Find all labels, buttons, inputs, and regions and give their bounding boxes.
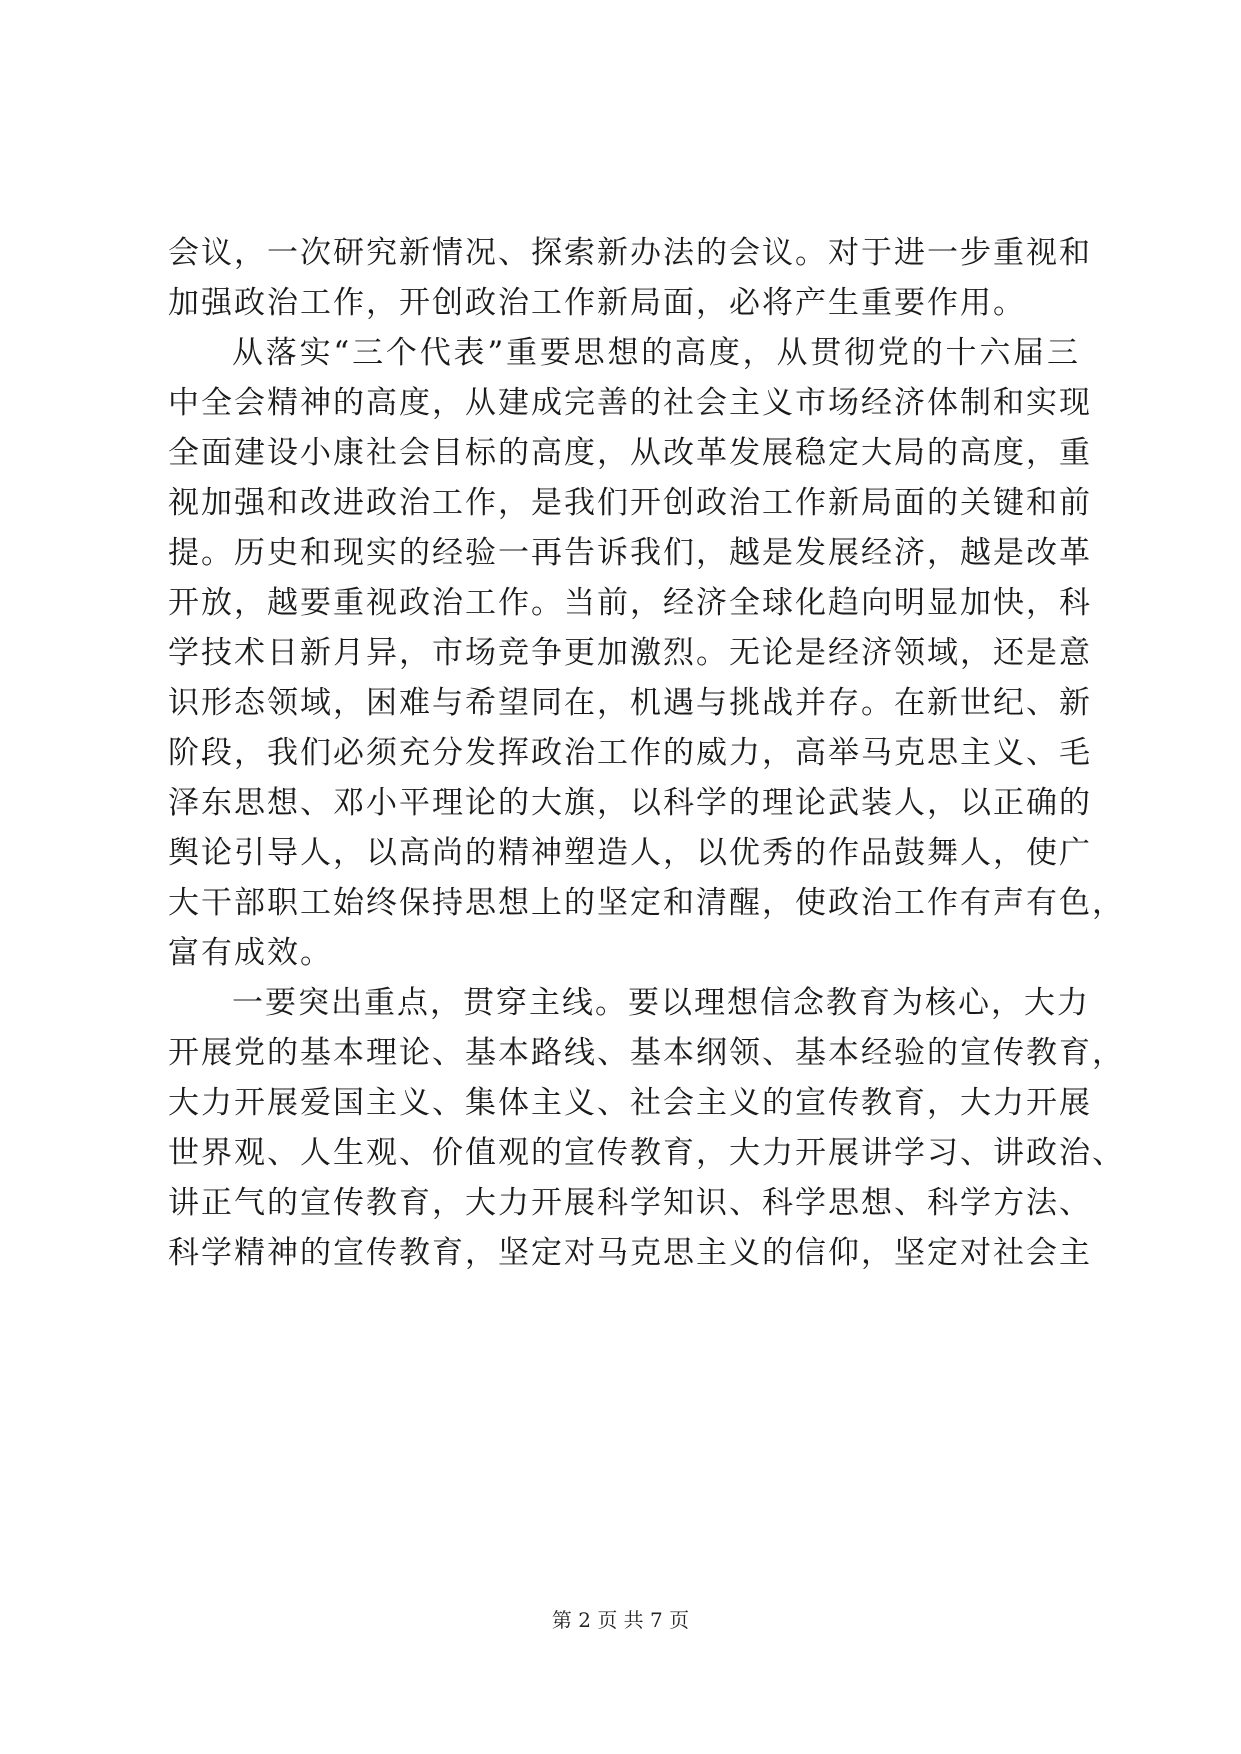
text-line: 科学精神的宣传教育，坚定对马克思主义的信仰，坚定对社会主: [168, 1235, 1092, 1271]
text-line: 学技术日新月异，市场竞争更加激烈。无论是经济领域，还是意: [168, 635, 1092, 671]
text-line: 阶段，我们必须充分发挥政治工作的威力，高举马克思主义、毛: [168, 735, 1092, 771]
text-line: 世界观、人生观、价值观的宣传教育，大力开展讲学习、讲政治、: [168, 1135, 1125, 1171]
paragraph-first-line: 一要突出重点，贯穿主线。要以理想信念教育为核心，大力: [232, 985, 1090, 1021]
text-line: 大力开展爱国主义、集体主义、社会主义的宣传教育，大力开展: [168, 1085, 1092, 1121]
body-text: [168, 228, 1125, 1278]
text-line: 富有成效。: [168, 935, 333, 971]
text-line: 加强政治工作，开创政治工作新局面，必将产生重要作用。: [168, 285, 1026, 321]
text-line: 开展党的基本理论、基本路线、基本纲领、基本经验的宣传教育，: [168, 1035, 1125, 1071]
text-line: 视加强和改进政治工作，是我们开创政治工作新局面的关键和前: [168, 485, 1092, 521]
paragraph-first-line: 从落实“三个代表”重要思想的高度，从贯彻党的十六届三: [232, 335, 1080, 371]
text-line: 开放，越要重视政治工作。当前，经济全球化趋向明显加快，科: [168, 585, 1092, 621]
text-line: 讲正气的宣传教育，大力开展科学知识、科学思想、科学方法、: [168, 1185, 1092, 1221]
text-line: 中全会精神的高度，从建成完善的社会主义市场经济体制和实现: [168, 385, 1092, 421]
text-line: 大干部职工始终保持思想上的坚定和清醒，使政治工作有声有色，: [168, 885, 1125, 921]
text-line: 识形态领域，困难与希望同在，机遇与挑战并存。在新世纪、新: [168, 685, 1092, 721]
text-line: 全面建设小康社会目标的高度，从改革发展稳定大局的高度，重: [168, 435, 1092, 471]
page-footer: 第 2 页 共 7 页: [551, 1608, 690, 1632]
text-line: 舆论引导人，以高尚的精神塑造人，以优秀的作品鼓舞人，使广: [168, 835, 1092, 871]
text-line: 会议，一次研究新情况、探索新办法的会议。对于进一步重视和: [168, 235, 1092, 271]
text-line: 提。历史和现实的经验一再告诉我们，越是发展经济，越是改革: [168, 535, 1092, 571]
text-line: 泽东思想、邓小平理论的大旗，以科学的理论武装人，以正确的: [168, 785, 1092, 821]
